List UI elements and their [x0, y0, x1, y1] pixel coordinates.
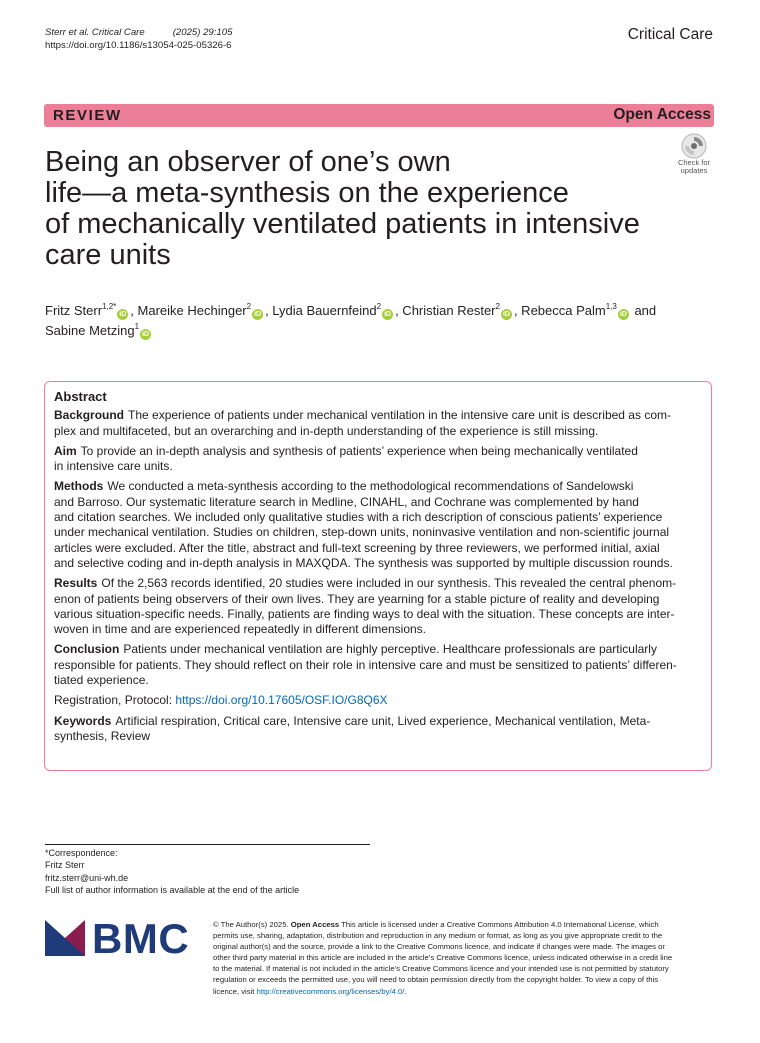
abstract-line: under mechanical ventilation. Studies on children, step-down units, noninvasive ventilation and non-scientific journal — [54, 525, 670, 540]
correspondence-name: Fritz Sterr — [45, 860, 85, 871]
orcid-icon[interactable]: iD — [619, 311, 627, 318]
author-name: Fritz Sterr — [45, 303, 103, 318]
volume-info: (2025) 29:105 — [172, 27, 233, 38]
open-access-bold: Open Access — [290, 920, 340, 929]
correspondence-footnote — [45, 847, 299, 896]
title-line: Being an observer of one’s own — [45, 146, 451, 178]
author-info-note: Full list of author information is available at the end of the article — [45, 884, 300, 895]
abstract-line: To provide an in-depth analysis and synthesis of patients’ experience when being mechanically ventilated — [80, 443, 638, 458]
aim-label: Aim — [54, 443, 77, 458]
affiliation-sup: 2 — [246, 302, 252, 311]
license-line: regulation or exceeds the permitted use, you will need to obtain permission directly from the copyright holder. To view a copy of this — [213, 975, 659, 985]
results-section — [54, 576, 704, 637]
abstract-line: and Barroso. Our systematic literature search in Medline, CINAHL, and Cochrane was complemented by hand — [54, 494, 639, 509]
copyright-lead: © The Author(s) 2025. — [213, 920, 289, 929]
abstract-line: The experience of patients under mechanical ventilation in the intensive care unit is described as com- — [128, 408, 671, 423]
license-url[interactable]: http://creativecommons.org/licenses/by/4.0/ — [256, 986, 405, 996]
license-line: original author(s) and the source, provide a link to the Creative Commons licence, and indicate if changes were made. The images or — [213, 942, 665, 952]
author-conjunction: and — [630, 303, 657, 318]
background-section — [54, 408, 704, 439]
conclusion-section — [54, 642, 704, 688]
correspondence-label: *Correspondence: — [45, 848, 118, 858]
abstract-line: Artificial respiration, Critical care, Intensive care unit, Lived experience, Mechanical ventilation, Meta- — [115, 713, 651, 728]
license-text — [213, 919, 713, 997]
author-list — [45, 301, 725, 341]
footnote-rule — [45, 844, 370, 845]
affiliation-sup: 2 — [495, 302, 500, 311]
orcid-icon[interactable]: iD — [254, 311, 262, 318]
abstract-line: and selective coding and in-depth analysis in MAXQDA. The synthesis was supported by multiple discussion rounds. — [54, 555, 673, 570]
license-visit: licence, visit — [213, 986, 257, 996]
open-access-label: Open Access — [613, 106, 711, 123]
abstract-line: and citation searches. We included only qualitative studies with a rich description of conscious patients’ experience — [54, 510, 663, 525]
title-line: of mechanically ventilated patients in intensive — [45, 208, 640, 240]
conclusion-label: Conclusion — [54, 642, 120, 657]
abstract-line: Of the 2,563 records identified, 20 studies were included in our synthesis. This revealed the central phenom- — [101, 576, 677, 591]
license-line: permits use, sharing, adaptation, distribution and reproduction in any medium or format, as long as you give appropriate credit to the — [213, 931, 663, 941]
section-label: REVIEW — [53, 107, 122, 124]
abstract-line: tiated experience. — [54, 673, 149, 688]
license-line: This article is licensed under a Creative Commons Attribution 4.0 International License, which — [339, 920, 659, 929]
check-updates-line1: Check for — [677, 158, 711, 167]
registration-label: Registration, Protocol: — [54, 693, 173, 708]
author-name: Sabine Metzing — [45, 323, 135, 338]
abstract-line: synthesis, Review — [54, 728, 151, 743]
abstract-line: various situation-specific needs. Finally, patients are finding ways to deal with the situation. These concepts are inter- — [54, 606, 675, 621]
license-end: . — [404, 986, 407, 996]
registration-section — [54, 693, 704, 708]
orcid-icon[interactable]: iD — [384, 311, 392, 318]
bmc-logo-icon — [45, 920, 85, 956]
bmc-logo-text: BMC — [92, 915, 190, 962]
abstract-line: enon of patients being observers of their own lives. They are yearning for a stable picture of reality and developing — [54, 591, 660, 606]
abstract-box — [44, 381, 712, 771]
abstract-line: woven in time and are experienced repeatedly in different dimensions. — [54, 622, 426, 637]
abstract-line: plex and multifaceted, but an overarching and in-depth understanding of the experience is still missing. — [54, 423, 599, 438]
title-line: care units — [45, 239, 171, 271]
abstract-heading: Abstract — [54, 389, 107, 404]
affiliation-sup: 1 — [134, 322, 140, 331]
abstract-line: in intensive care units. — [54, 459, 173, 474]
keywords-label: Keywords — [54, 713, 112, 728]
methods-label: Methods — [54, 479, 104, 494]
article-title — [45, 147, 685, 271]
running-header — [45, 26, 232, 52]
affiliation-sup: 1,2* — [102, 302, 117, 311]
license-line: to the material. If material is not included in the article’s Creative Commons licence and your intended use is not permitted by statutory — [213, 964, 669, 974]
license-line: other third party material in this article are included in the article’s Creative Commons licence, unless indicated otherwise in a credit line — [213, 953, 673, 963]
journal-citation: Sterr et al. Critical Care — [45, 27, 145, 38]
results-label: Results — [54, 576, 98, 591]
check-updates-line2: updates — [680, 166, 708, 175]
article-type-banner — [44, 104, 714, 127]
aim-section — [54, 444, 704, 475]
correspondence-email[interactable]: fritz.sterr@uni-wh.de — [45, 872, 129, 883]
journal-name: Critical Care — [627, 26, 713, 43]
orcid-icon[interactable]: iD — [502, 311, 510, 318]
orcid-icon[interactable]: iD — [119, 311, 127, 318]
orcid-icon[interactable]: iD — [142, 331, 150, 338]
author-name: , Lydia Bauernfeind — [265, 303, 377, 318]
abstract-line: articles were excluded. After the title, abstract and full-text screening by three reviewers, we performed initial, axial — [54, 540, 660, 555]
doi-link[interactable]: https://doi.org/10.1186/s13054-025-05326-6 — [45, 40, 232, 51]
registration-link[interactable]: https://doi.org/10.17605/OSF.IO/G8Q6X — [175, 693, 388, 708]
background-label: Background — [54, 408, 125, 423]
abstract-line: Patients under mechanical ventilation are highly perceptive. Healthcare professionals are particularly — [123, 642, 657, 657]
title-line: life—a meta-synthesis on the experience — [45, 177, 569, 209]
keywords-section — [54, 714, 704, 745]
author-name: , Mareike Hechinger — [130, 303, 247, 318]
author-name: , Rebecca Palm — [513, 303, 606, 318]
author-name: , Christian Rester — [395, 303, 496, 318]
bmc-logo — [45, 915, 195, 962]
affiliation-sup: 2 — [376, 302, 382, 311]
affiliation-sup: 1,3 — [605, 302, 617, 311]
abstract-line: We conducted a meta-synthesis according to the methodological recommendations of Sandelowski — [107, 479, 634, 494]
methods-section — [54, 479, 704, 571]
abstract-line: responsible for patients. They should reflect on their role in intensive care and must be sensitized to patients’ differen- — [54, 657, 677, 672]
